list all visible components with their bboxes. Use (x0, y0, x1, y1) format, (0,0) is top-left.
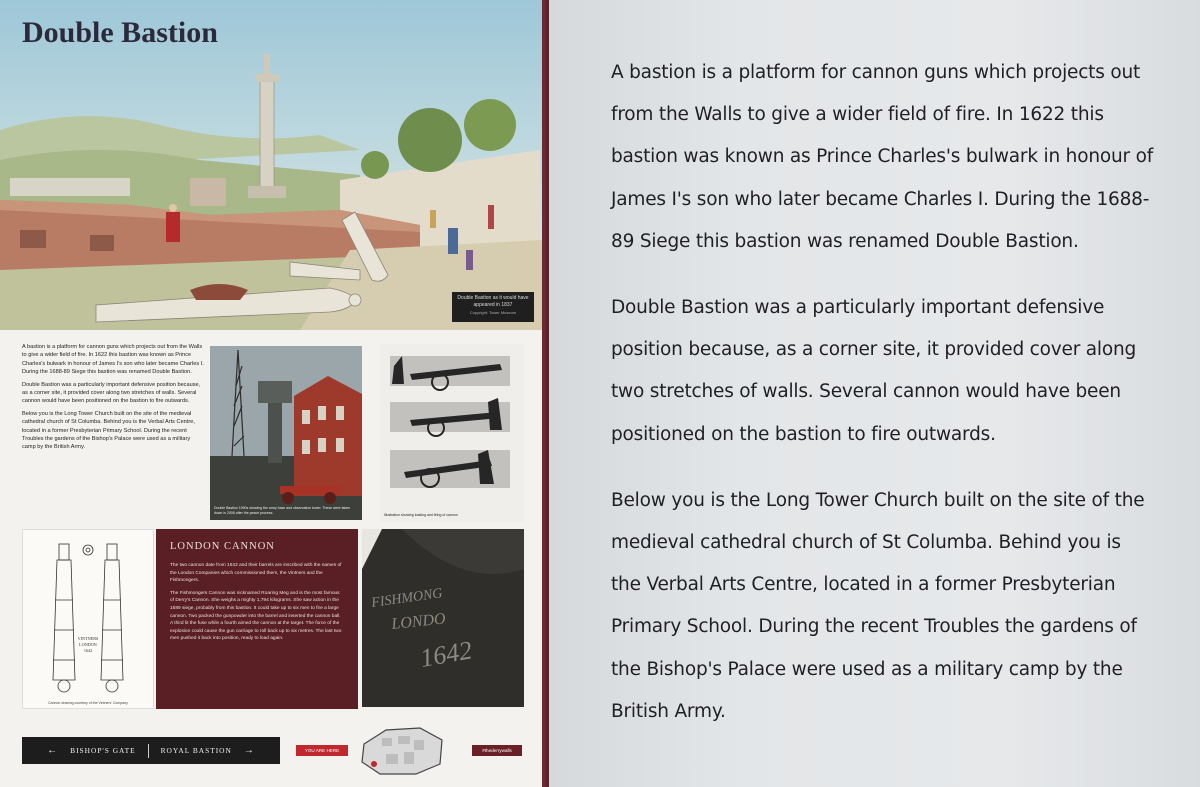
hero-caption-credit: Copyright: Tower Museum (469, 310, 517, 315)
walls-nav-bar (22, 737, 280, 764)
cannon-inscription-line: FISHMONG (370, 586, 444, 611)
london-cannon-paragraph: The Fishmongers Cannon was nicknamed Roaring Meg and is the most famous of Derry's Cannon. She weighs a mighty 1,794 kilograms. She saw action in the 1689 siege, probably from this bastion. It could take up to six men to fire a large cannon. Two packed the gunpowder into the barrel and inserted the cannon ball. A third lit the fuse while a fourth aimed the cannon at the target. The force of the explosion could cause the gun carriage to roll back up to six metres. The last two men pushed it back into position, ready to load again. (170, 590, 342, 642)
diagram-caption: Cannon drawing courtesy of the Vintners' Company (48, 701, 128, 705)
you-are-here-badge: YOU ARE HERE (296, 745, 348, 756)
closeup-paragraph: A bastion is a platform for cannon guns which projects out from the Walls to give a wider field of fire. In 1622 this bastion was known as Prince Charles's bulwark in honour of James I's son who later became Charles I. During the 1688-89 Siege this bastion was renamed Double Bastion. (611, 62, 1154, 252)
closeup-body-text (611, 52, 1156, 757)
cannon-line-drawing (23, 530, 153, 696)
cannon-barrel-photo (362, 529, 524, 707)
army-base-photo (210, 346, 362, 520)
hero-caption (452, 292, 534, 322)
right-arrow-icon: → (243, 745, 255, 756)
hashtag-badge: #thederrywalls (472, 745, 522, 756)
left-arrow-icon: ← (47, 745, 59, 756)
hero-caption-text: Double Bastion as it would have appeared in 1837 (457, 295, 529, 308)
london-cannon-paragraph: The two cannon date from 1642 and their barrels are inscribed with the names of the London Companies which commissioned them, the Vintners and the Fishmongers. (170, 563, 342, 584)
drawing-caption: Illustration showing loading and firing of cannon (384, 513, 458, 517)
sign-paragraph: A bastion is a platform for cannon guns which projects out from the Walls to give a wider field of fire. In 1622 this bastion was known as Prince Charles's bulwark in honour of James I's son who later became Charles I. During the 1688-89 Siege this bastion was renamed Double Bastion. (22, 344, 204, 376)
text-closeup (549, 0, 1200, 787)
closeup-paragraph: Below you is the Long Tower Church built on the site of the medieval cathedral church of St Columba. Behind you is the Verbal Arts Centre, located in a former Presbyterian Primary School. During the recent Troubles the gardens of the Bishop's Palace were used as a military camp by the British Army. (611, 489, 1145, 722)
location-marker-icon (371, 761, 377, 767)
info-sign (0, 0, 546, 787)
cannon-inscription-line: 1642 (418, 635, 475, 673)
cannon-inscription-line: LONDO (390, 610, 447, 633)
city-walls-map (356, 724, 448, 778)
london-cannon-panel (156, 529, 358, 709)
tower-photo-caption: Double Bastion 1990s showing the army base and observation tower. These were taken down in 2006 after the peace process. (214, 506, 351, 515)
tower-photo (210, 346, 362, 520)
london-cannon-title: LONDON CANNON (170, 541, 275, 552)
cannon-drawing-illustration (380, 344, 524, 522)
next-location: ROYAL BASTION (160, 746, 232, 755)
cannon-diagram (22, 529, 154, 709)
cannon-loading-etching (380, 344, 524, 512)
sign-body-text (22, 343, 204, 456)
sign-paragraph: Below you is the Long Tower Church built on the site of the medieval cathedral church of St Columba. Behind you is the Verbal Arts Centre, located in a former Presbyterian Primary School. During the recent Troubles the gardens of the Bishop's Palace were used as a military camp by the British Army. (22, 410, 195, 451)
diagram-label-line: 1642 (83, 648, 93, 653)
cannon-inscription-photo (362, 529, 524, 707)
sign-title: Double Bastion (22, 16, 218, 49)
diagram-label-line: LONDON (79, 642, 97, 647)
diagram-label-line: VINTNERS (77, 636, 99, 641)
prev-location: BISHOP'S GATE (70, 746, 136, 755)
nav-divider (148, 744, 149, 758)
closeup-paragraph: Double Bastion was a particularly important defensive position because, as a corner site, it provided cover along two stretches of walls. Several cannon would have been positioned on the bastion to fire outwards. (611, 297, 1137, 445)
sign-paragraph: Double Bastion was a particularly important defensive position because, as a corner site, it provided cover along two stretches of walls. Several cannon would have been positioned on the bastion to fire outwards. (22, 381, 201, 405)
